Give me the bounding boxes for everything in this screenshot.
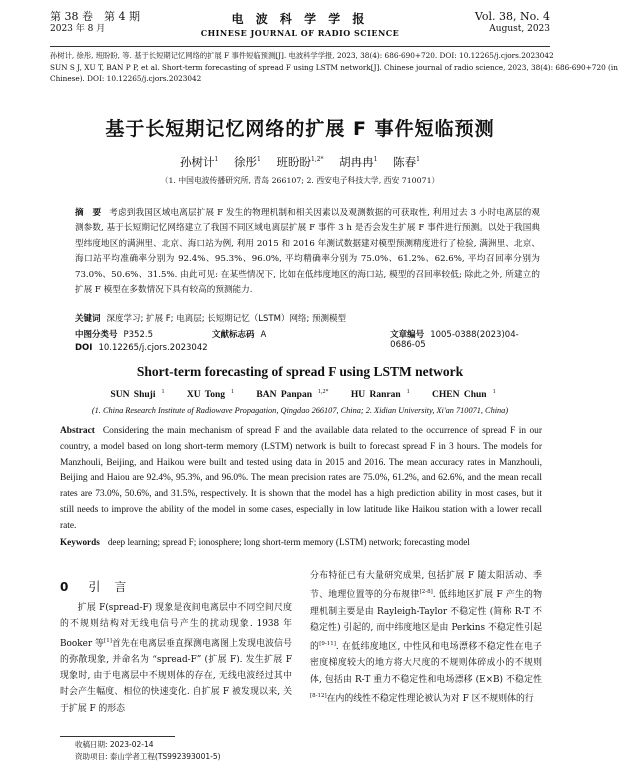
funding: 资助项目: 泰山学者工程(TS992393001-5)	[75, 752, 221, 761]
section-number: 0	[60, 580, 69, 594]
keywords-en-text: deep learning; spread F; ionosphere; long short-term memory (LSTM) network; forecasting model	[107, 537, 470, 547]
citation-zh: 孙树计, 徐彤, 班盼盼, 等. 基于长短期记忆网络的扩展 F 事件短临预测[J]. 电波科学学报, 2023, 38(4): 686-690+720. DOI: 10.12265/j.cjors.2023042	[50, 51, 554, 60]
title-zh: 基于长短期记忆网络的扩展 F 事件短临预测	[105, 118, 495, 140]
footnote-rule	[60, 736, 175, 737]
received-date: 收稿日期: 2023-02-14	[75, 740, 154, 749]
author-en: HU Ranran $^1$	[350, 389, 410, 401]
body-column-left	[60, 600, 292, 717]
doc-code-value: A	[260, 330, 267, 340]
section-heading	[60, 578, 140, 595]
section-title: 引言	[88, 580, 141, 594]
author-en: SUN Shuji $^1$	[110, 389, 165, 401]
date-en: August, 2023	[489, 24, 550, 34]
doi-line	[75, 343, 540, 353]
intro-text-2: 首先在电离层垂直探测电离图上发现电波信号的弥散现象, 并命名为 “spread-F” (扩展 F). 发生扩展 F 现象时, 由于电离层中不规则体的存在, 无线电波经过其中时会产生幅度、相位的快速变化. 自扩展 F 被发现以来, 关于扩展 F 的形态	[60, 638, 292, 714]
doi-value[interactable]: 10.12265/j.cjors.2023042	[98, 343, 208, 353]
intro-text-3: 分布特征已有大量研究成果, 包括扩展 F 随太阳活动、季节、地理位置等的分布规律	[310, 571, 542, 601]
abstract-zh	[75, 206, 540, 298]
authors-zh	[40, 154, 560, 170]
footnote	[75, 739, 221, 763]
article-no-value: 1005-0388(2023)04-0686-05	[390, 330, 519, 350]
affiliation-zh: （1. 中国电波传播研究所, 青岛 266107; 2. 西安电子科技大学, 西安 710071）	[160, 176, 440, 185]
affiliation-en: (1. China Research Institute of Radiowave Propagation, Qingdao 266107, China; 2. Xidian University, Xi'an 710071, China)	[91, 406, 509, 415]
citation-en-2: Chinese). DOI: 10.12265/j.cjors.2023042	[50, 74, 202, 83]
keywords-zh-text: 深度学习; 扩展 F; 电离层; 长短期记忆（LSTM）网络; 预测模型	[106, 314, 347, 324]
citation-ref[interactable]: [1]	[104, 637, 112, 644]
volume-en: Vol. 38, No. 4	[474, 10, 550, 23]
author-zh: 孙树计$^1$	[180, 155, 219, 169]
abstract-zh-label: 摘 要	[75, 208, 102, 218]
author-en: BAN Panpan $^{1,2*}$	[256, 389, 329, 401]
body-column-right	[310, 568, 542, 707]
citation-ref[interactable]: [8-12]	[310, 693, 327, 700]
article-no-label: 文章编号	[390, 330, 425, 340]
abstract-en-text: Considering the main mechanism of spread F and the available data related to the occurrence of spread F in our country, a model based on long short-term memory (LSTM) network is built to forecast spread F in 3 hours. The models for Manzhouli, Beijing, and Haikou were built and tested using data in 2015 and 2016. The mean accuracy rates in Manzhouli, Beijing and Haiou are 92.4%, 95.3%, and 96.0%. The mean precision rates are 75.0%, 61.2%, and 62.6%, and the mean recall rates are 73.0%, 50.6%, and 31.5%, respectively. It is shown that the model has a high prediction ability in most cases, but it still needs to improve the ability of the model in some cases, especially in low latitude like Haikou station with a lower recall rate.	[60, 426, 542, 531]
abstract-en-label: Abstract	[60, 426, 95, 436]
author-zh: 胡冉冉$^1$	[339, 155, 378, 169]
journal-zh: 电 波 科 学 学 报	[231, 12, 369, 26]
journal-en: CHINESE JOURNAL OF RADIO SCIENCE	[200, 28, 400, 38]
doi-label: DOI	[75, 343, 93, 353]
clc-value: P352.5	[123, 330, 153, 340]
author-en: CHEN Chun $^1$	[432, 389, 496, 401]
citation-en-1: SUN S J, XU T, BAN P P, et al. Short-term forecasting of spread F using LSTM network[J]. Chinese journal of radio science, 2023, 38(4): 686-690+720 (in	[50, 62, 618, 72]
title-en: Short-term forecasting of spread F using LSTM network	[136, 364, 464, 379]
doc-code-label: 文献标志码	[212, 330, 255, 340]
author-zh: 班盼盼$^{1,2*}$	[276, 155, 324, 169]
header-right	[475, 10, 550, 36]
keywords-zh	[75, 312, 540, 324]
author-en: XU Tong $^1$	[186, 389, 235, 401]
volume-zh: 第 38 卷 第 4 期	[50, 10, 140, 23]
author-zh: 徐彤$^1$	[233, 155, 261, 169]
intro-text-5: . 在低纬度地区, 中性风和电场漂移不稳定性在电子密度梯度较大的地方将大尺度的不规则体碎成小的不规则体, 包括由 R-T 重力不稳定性和电场漂移 (E×B) 不稳定性	[310, 642, 542, 685]
keywords-en	[60, 537, 542, 547]
author-zh: 陈春$^1$	[393, 155, 420, 169]
intro-text-6: 在内的线性不稳定性理论被认为对 F 区不规则体的行	[326, 693, 534, 704]
intro-text-1: 扩展 F(spread-F) 现象是夜间电离层中不同空间尺度的不规则结构对无线电信号产生的扰动现象. 1938 年 Booker 等	[60, 603, 292, 649]
citation-ref[interactable]: [9-11]	[319, 641, 336, 648]
keywords-zh-label: 关键词	[75, 314, 101, 324]
citation-block	[50, 50, 618, 85]
abstract-en	[60, 424, 542, 535]
abstract-zh-text: 考虑到我国区域电离层扩展 F 发生的物理机制和相关因素以及观测数据的可获取性, 利用过去 3 小时电离层的观测参数, 基于长短期记忆网络建立了我国不同区域电离层扩展 F 事件 3 h 是否会发生扩展 F 事件进行预测。以处于我国典型纬度地区的满洲里、北京、海口站为例, 利用 2015 和 2016 年测试数据建对模型预测精度进行了检验, 满洲里、北京、海口站平均准确率分别为 92.4%、95.3%、96.0%, 平均精确率分别为 75.0%、61.2%、62.6%, 平均召回率分别为 73.0%、50.6%、31.5%. 由此可见: 在某些情况下, 比如在低纬度地区的海口站, 模型的召回率较低; 除此之外, 所建立的扩展 F 模型在多数情况下具有较高的预测能力.	[75, 208, 540, 296]
clc-label: 中图分类号	[75, 330, 118, 340]
running-header	[50, 10, 550, 47]
keywords-en-label: Keywords	[60, 537, 100, 547]
intro-text-4: . 低纬地区扩展 F 产生的物理机制主要是由 Rayleigh-Taylor 不稳定性 (简称 R-T 不稳定性) 引起的, 而中纬度地区是由 Perkins 不稳定性引起的	[310, 590, 542, 653]
citation-ref[interactable]: [2-8]	[419, 589, 433, 596]
date-zh: 2023 年 8 月	[50, 24, 106, 34]
authors-en	[40, 389, 560, 400]
